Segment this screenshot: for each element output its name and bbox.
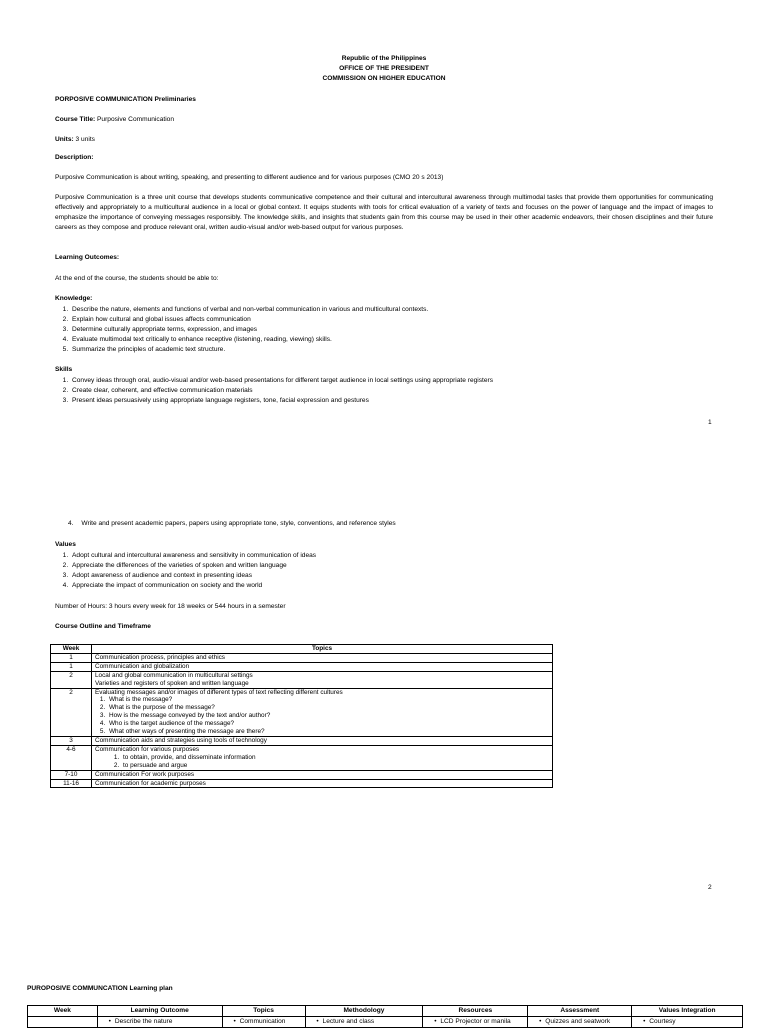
topic-intro: Communication for various purposes <box>95 745 200 753</box>
table-cell <box>423 1017 528 1028</box>
units-label: Units: <box>55 136 74 143</box>
list-item: 4. Appreciate the impact of communication on society and the world <box>70 581 720 591</box>
list-item: 1. Describe the nature, elements and functions of verbal and non-verbal communication in various and multicultural contexts. <box>70 305 720 315</box>
hours-text: Number of Hours: 3 hours every week for 18 weeks or 544 hours in a semester <box>55 603 286 610</box>
cell-text: Communication <box>239 1018 286 1025</box>
topic-cell: Communication aids and strategies using tools of technology <box>92 736 553 745</box>
week-cell: 2 <box>51 688 92 736</box>
description-label: Description: <box>55 154 94 161</box>
column-header: Assessment <box>528 1006 632 1017</box>
topic-cell <box>92 688 553 736</box>
table-cell <box>632 1017 743 1028</box>
list-item: 5. Summarize the principles of academic text structure. <box>70 345 720 355</box>
column-header: Week <box>28 1006 98 1017</box>
list-item: 2. Appreciate the differences of the varieties of spoken and written language <box>70 561 720 571</box>
cell-text: Lecture and class <box>322 1018 375 1025</box>
learning-plan-table <box>27 1005 743 1028</box>
table-row <box>51 688 553 736</box>
week-cell: 1 <box>51 662 92 671</box>
table-header-row <box>28 1006 743 1017</box>
column-header: Topics <box>222 1006 305 1017</box>
values-label: Values <box>55 541 76 548</box>
page-number: 1 <box>708 419 712 426</box>
description-p2: Purposive Communication is a three unit course that develops students communicative competence and their cultural and intercultural awareness through multimodal tasks that provide them opportunities for communicating effectively and appropriately to a multicultural audience in a local or global context. It equips students with tools for critical evaluation of a variety of texts and focuses on the power of language and the impact of images to emphasize the importance of conveying messages responsibly. The knowledge skills, and insights that students gain from this course may be used in their other academic endeavors, their chosen disciplines and their future careers as they compose and produce relevant oral, written audio-visual and/or web-based output for various purposes. <box>55 194 713 231</box>
list-item: 2. to persuade and argue <box>121 762 549 770</box>
outline-label: Course Outline and Timeframe <box>55 623 151 630</box>
units <box>55 136 95 145</box>
topic-cell: Communication For work purposes <box>92 770 553 779</box>
topic-cell: Communication for academic purposes <box>92 779 553 788</box>
topic-sublist <box>95 696 549 736</box>
topic-line: Local and global communication in multicultural settings <box>95 671 253 679</box>
table-row <box>51 736 553 745</box>
topic-cell <box>92 745 553 770</box>
learning-outcomes-label: Learning Outcomes: <box>55 254 120 261</box>
list-item: 4. Evaluate multimodal text critically to enhance receptive (listening, reading, viewing) skills. <box>70 335 720 345</box>
week-cell: 3 <box>51 736 92 745</box>
table-cell <box>97 1017 222 1028</box>
cell-text: Quizzes and seatwork <box>545 1018 611 1025</box>
list-item: 1. Adopt cultural and intercultural awareness and sensitivity in communication of ideas <box>70 551 720 561</box>
header-line-3: COMMISSION ON HIGHER EDUCATION <box>322 75 446 82</box>
cell-text: LCD Projector or manila <box>440 1018 511 1025</box>
learning-plan-title: PUROPOSIVE COMMUNCATION Learning plan <box>27 985 173 992</box>
course-title-value: Purposive Communication <box>97 116 174 123</box>
column-header: Values Integration <box>632 1006 743 1017</box>
table-header-row <box>51 645 553 654</box>
column-header: Resources <box>423 1006 528 1017</box>
column-header: Methodology <box>305 1006 423 1017</box>
header-line-1: Republic of the Philippines <box>341 55 427 62</box>
list-item: 2. What is the purpose of the message? <box>107 704 549 712</box>
list-item: 5. What other ways of presenting the message are there? <box>107 728 549 736</box>
week-cell: 1 <box>51 653 92 662</box>
table-cell <box>528 1017 632 1028</box>
knowledge-list <box>55 305 720 355</box>
table-row <box>51 745 553 770</box>
table-row <box>51 653 553 662</box>
week-cell: 11-16 <box>51 779 92 788</box>
skills-list <box>55 376 750 406</box>
topic-cell: Communication and globalization <box>92 662 553 671</box>
list-item: 4. Who is the target audience of the message? <box>107 720 549 728</box>
cell-text: Courtesy <box>649 1018 676 1025</box>
topic-intro: Evaluating messages and/or images of different types of text reflecting different cultures <box>95 688 343 696</box>
skills-label: Skills <box>55 366 73 373</box>
list-item: 3. How is the message conveyed by the text and/or author? <box>107 712 549 720</box>
list-item: 3. Adopt awareness of audience and context in presenting ideas <box>70 571 720 581</box>
units-value: 3 units <box>75 136 95 143</box>
learning-outcomes-intro: At the end of the course, the students should be able to: <box>55 275 219 282</box>
topic-cell: Communication process, principles and ethics <box>92 653 553 662</box>
table-row <box>51 662 553 671</box>
list-item: 1. to obtain, provide, and disseminate information <box>121 754 549 762</box>
list-item: 1. What is the message? <box>107 696 549 704</box>
table-cell <box>305 1017 423 1028</box>
list-item: 2. Create clear, coherent, and effective communication materials <box>70 386 750 396</box>
skill-item-4 <box>68 520 396 529</box>
cell-text: Describe the nature <box>114 1018 173 1025</box>
table-row <box>28 1017 743 1028</box>
skill-item-4-number: 4. <box>68 520 74 527</box>
topic-cell <box>92 671 553 688</box>
course-title-label: Course Title: <box>55 116 96 123</box>
week-cell: 4-6 <box>51 745 92 770</box>
list-item: 2. Explain how cultural and global issues affects communication <box>70 315 720 325</box>
week-cell: 2 <box>51 671 92 688</box>
topic-line: Varieties and registers of spoken and written language <box>95 679 249 687</box>
table-row <box>51 779 553 788</box>
table-row <box>51 671 553 688</box>
list-item: 1. Convey ideas through oral, audio-visual and/or web-based presentations for different target audience in local settings using appropriate registers <box>70 376 750 386</box>
doc-title: PORPOSIVE COMMUNICATION Preliminaries <box>55 96 196 103</box>
table-cell <box>222 1017 305 1028</box>
course-outline-table <box>50 644 553 788</box>
description-p1: Purposive Communication is about writing, speaking, and presenting to different audience and for various purposes (CMO 20 s 2013) <box>55 174 444 181</box>
skill-item-4-text: Write and present academic papers, papers using appropriate tone, style, conventions, and reference styles <box>81 520 396 527</box>
column-header-week: Week <box>51 645 92 654</box>
table-cell <box>28 1017 98 1028</box>
topic-sublist <box>95 754 549 770</box>
knowledge-label: Knowledge: <box>55 295 93 302</box>
course-title <box>55 116 174 125</box>
header-line-2: OFFICE OF THE PRESIDENT <box>339 65 429 72</box>
page-number: 2 <box>708 884 712 891</box>
table-row <box>51 770 553 779</box>
list-item: 3. Determine culturally appropriate terms, expression, and images <box>70 325 720 335</box>
values-list <box>55 551 720 591</box>
list-item: 3. Present ideas persuasively using appropriate language registers, tone, facial expression and gestures <box>70 396 750 406</box>
column-header: Learning Outcome <box>97 1006 222 1017</box>
week-cell: 7-10 <box>51 770 92 779</box>
column-header-topics: Topics <box>92 645 553 654</box>
